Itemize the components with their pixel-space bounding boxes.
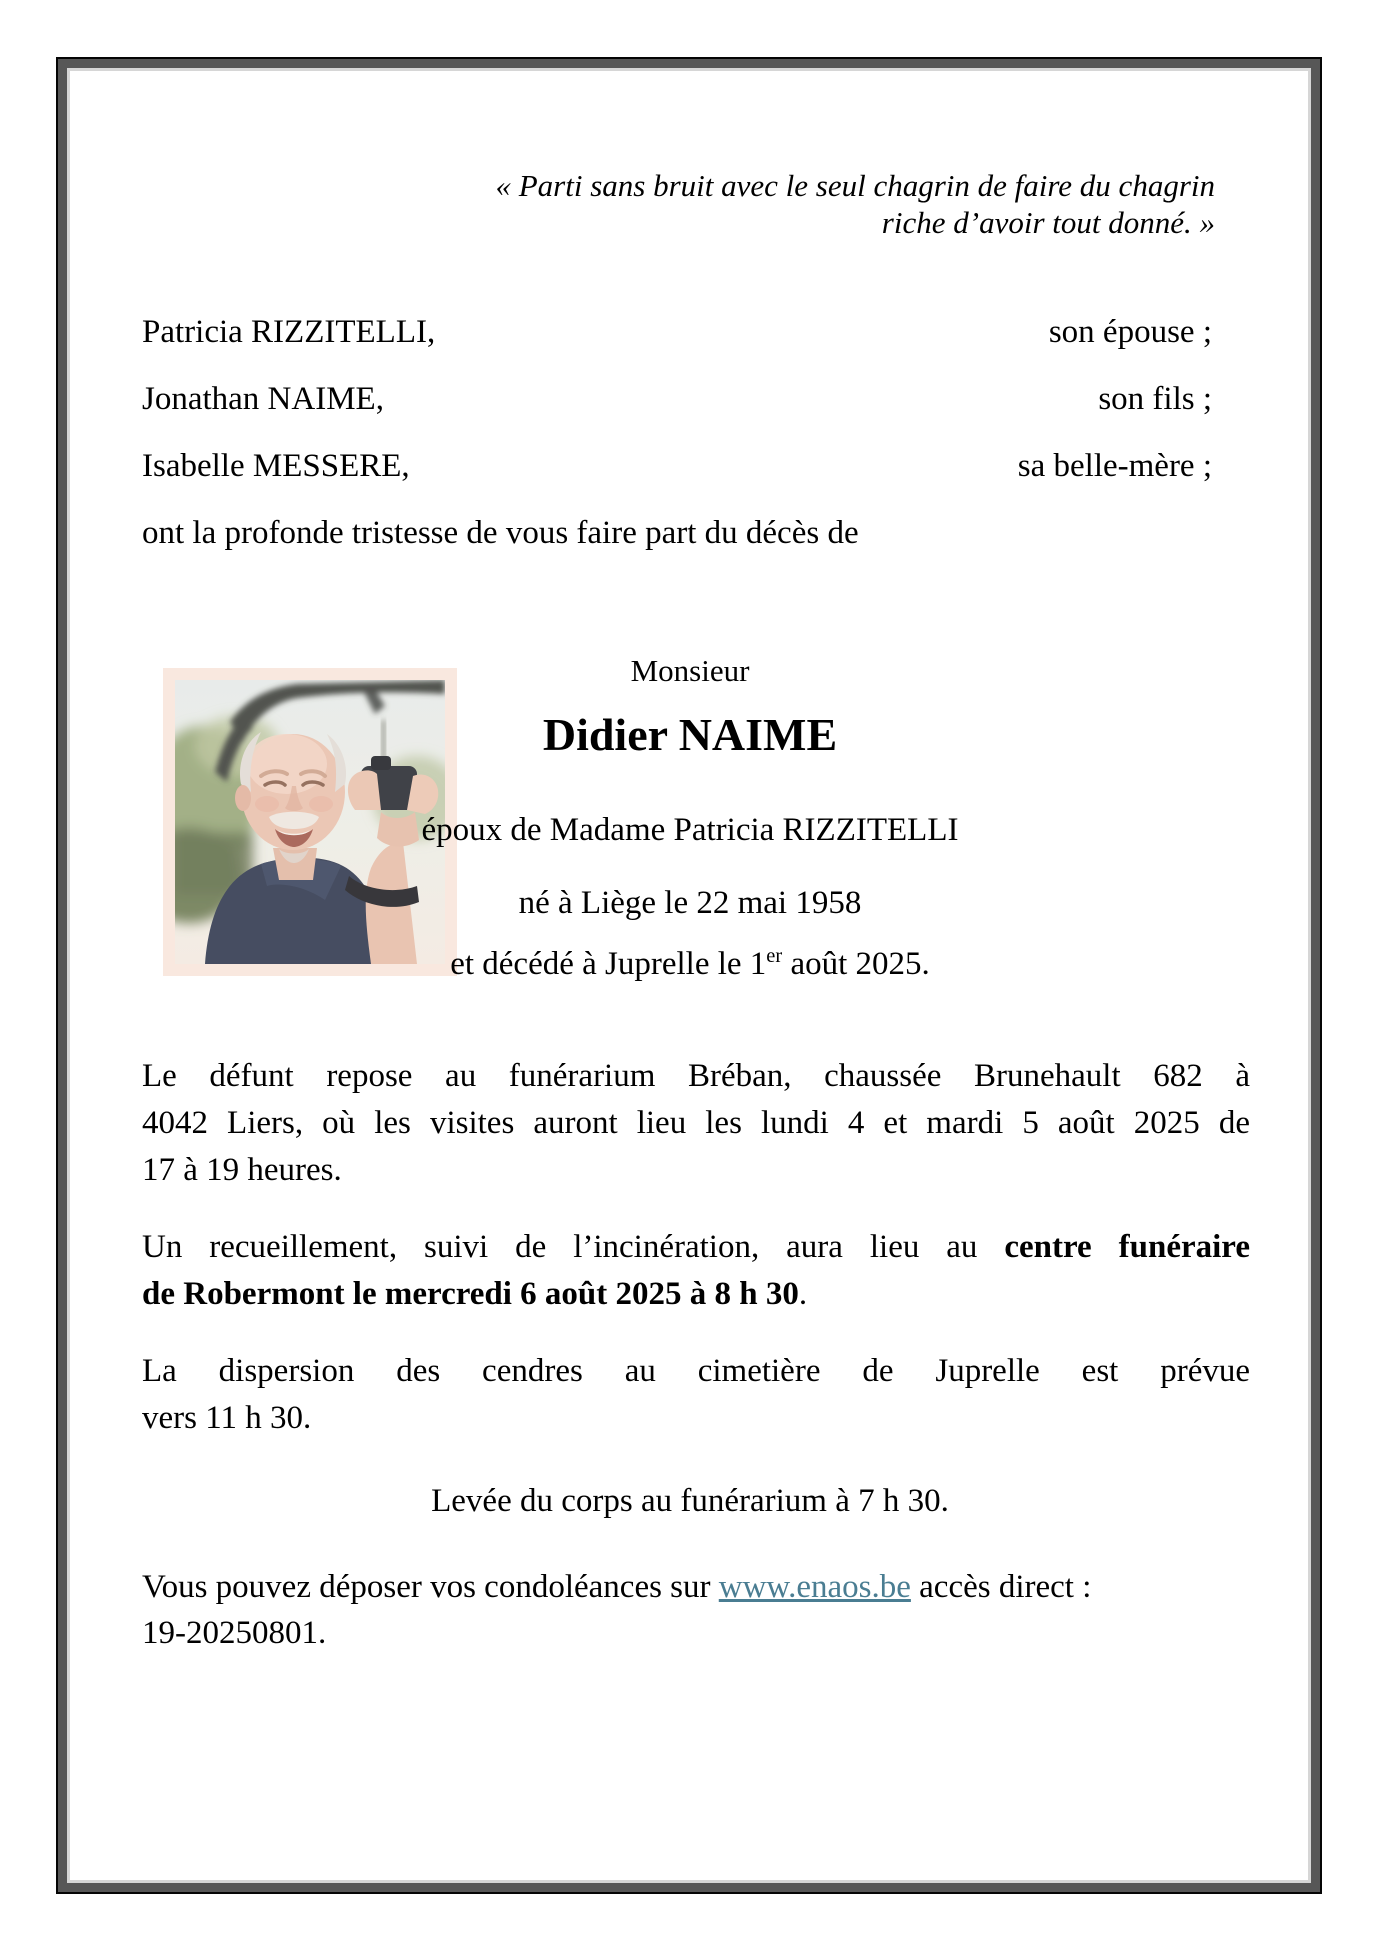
spouse-line: époux de Madame Patricia RIZZITELLI [421, 812, 959, 848]
relative-row [142, 446, 1212, 513]
enaos-link[interactable]: www.enaos.be [718, 1569, 911, 1605]
ceremony-line2 [142, 1271, 1250, 1318]
relative-row [142, 312, 1212, 379]
death-line-text: et décédé à Juprelle le 1 [450, 946, 767, 982]
ashes-paragraph [142, 1348, 1250, 1442]
relative-name: Isabelle MESSERE, [142, 448, 410, 484]
relative-name: Patricia RIZZITELLI, [142, 314, 436, 350]
relatives-list [142, 312, 1212, 513]
death-line-date: août 2025. [782, 946, 930, 982]
ceremony-line2-period: . [798, 1276, 808, 1312]
ceremony-line2-bold: de Robermont le mercredi 6 août 2025 à 8 h 30 [142, 1276, 799, 1312]
ceremony-line1-text: Un recueillement, suivi de l’incinération, aura lieu au [142, 1229, 1005, 1265]
wake-line1: Le défunt repose au funérarium Bréban, chaussée Brunehault 682 à [142, 1058, 1250, 1094]
relative-relation: sa belle-mère ; [1017, 448, 1212, 484]
deceased-name: Didier NAIME [542, 709, 838, 760]
ashes-line2: vers 11 h 30. [142, 1400, 312, 1436]
wake-line2: 4042 Liers, où les visites auront lieu les lundi 4 et mardi 5 août 2025 de [142, 1105, 1250, 1141]
relative-name: Jonathan NAIME, [142, 381, 384, 417]
wake-line3: 17 à 19 heures. [142, 1152, 342, 1188]
ceremony-paragraph [142, 1224, 1250, 1318]
ordinal-superscript: er [766, 945, 783, 967]
memorial-quote [300, 167, 1215, 241]
memorial-quote-line2: riche d’avoir tout donné. » [881, 205, 1215, 240]
wake-paragraph [142, 1053, 1250, 1194]
ceremony-line1-bold: centre funéraire [1004, 1229, 1250, 1265]
relative-relation: son épouse ; [1048, 314, 1212, 350]
condolences-paragraph [142, 1564, 1250, 1656]
death-line [140, 944, 1240, 984]
condolences-access-text: accès direct : [910, 1569, 1092, 1605]
ashes-line1: La dispersion des cendres au cimetière de Juprelle est prévue [142, 1353, 1250, 1389]
memorial-quote-line1: « Parti sans bruit avec le seul chagrin de faire du chagrin [495, 168, 1215, 203]
ceremony-line1 [142, 1224, 1250, 1271]
condolences-reference-number: 19-20250801. [142, 1615, 327, 1651]
condolences-text: Vous pouvez déposer vos condoléances sur [142, 1569, 719, 1605]
civility-title: Monsieur [630, 653, 750, 688]
relative-relation: son fils ; [1098, 381, 1212, 417]
relative-row [142, 379, 1212, 446]
body-removal-line: Levée du corps au funérarium à 7 h 30. [431, 1483, 949, 1519]
birth-line: né à Liège le 22 mai 1958 [518, 885, 862, 921]
announcement-line: ont la profonde tristesse de vous faire part du décès de [142, 515, 859, 551]
